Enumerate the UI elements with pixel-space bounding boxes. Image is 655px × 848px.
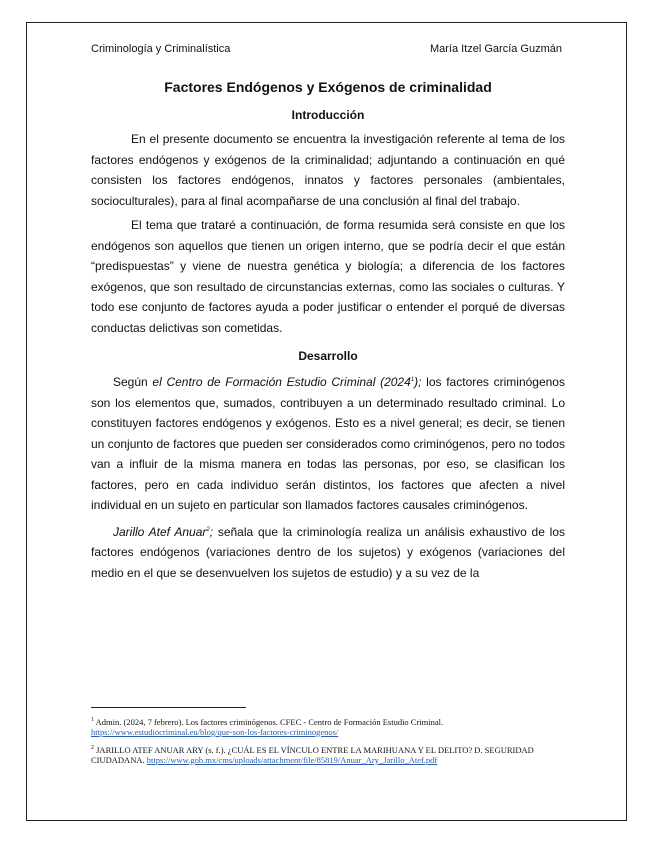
header-course: Criminología y Criminalística bbox=[91, 43, 231, 55]
footnote-1: $^1$ Admin. (2024, 7 febrero). Los factores criminógenos. CFEC - Centro de Formación Estudio Criminal. https://www.estudiocriminal.eu/blog/que-son-los-factores-criminogenos/ bbox=[91, 716, 444, 737]
document-body bbox=[91, 77, 565, 587]
development-heading: Desarrollo bbox=[298, 349, 358, 363]
intro-paragraph-2: El tema que trataré a continuación, de forma resumida será consiste en que los endógenos son aquellos que tienen un origen interno, que se podría decir el que están “predispuestas” y viene de nuestra genética y biología; a diferencia de los factores exógenos, que son resultado de circunstancias externas, como las sociales o culturas. Y todo ese conjunto de factores ayuda a poder justificar o entender el porqué de diversas conductas delictivas son cometidas. bbox=[91, 218, 565, 335]
dev-p1-citation: el Centro de Formación Estudio Criminal (2024$^1$); bbox=[152, 375, 422, 389]
footnote-ref-2[interactable]: 2 bbox=[206, 526, 210, 533]
footnote-1-link[interactable]: https://www.estudiocriminal.eu/blog/que-son-los-factores-criminogenos/ bbox=[91, 726, 339, 737]
intro-heading: Introducción bbox=[291, 108, 365, 122]
intro-paragraph-1: En el presente documento se encuentra la investigación referente al tema de los factores endógenos y exógenos de la criminalidad; adjuntando a continuación en qué consisten los factores endógenos, innatos y factores personales (ambientales, socioculturales), para al final acompañarse de una conclusión al final del trabajo. bbox=[91, 132, 565, 208]
footnote-2: $^2$ JARILLO ATEF ANUAR ARY (s. f.). ¿CUÁL ES EL VÍNCULO ENTRE LA MARIHUANA Y EL DELITO? D. SEGURIDAD CIUDADANA. https://www.gob.mx/cms/uploads/attachment/file/85819/Anuar_Ary_Jarillo_Atef.pdf bbox=[91, 744, 534, 765]
document-title: Factores Endógenos y Exógenos de criminalidad bbox=[164, 79, 492, 95]
footnote-divider bbox=[91, 707, 246, 708]
dev-p2-text: señala que la criminología realiza un análisis exhaustivo de los factores endógenos (variaciones dentro de los sujetos) y exógenos (variaciones del medio en el que se desenvuelven los sujetos de estudio) y a su vez de la bbox=[91, 524, 565, 580]
development-paragraph-1 bbox=[91, 370, 565, 516]
development-paragraph-2 bbox=[91, 520, 565, 584]
dev-p2-citation: Jarillo Atef Anuar$^2$; bbox=[113, 524, 214, 539]
footnote-ref-1[interactable]: 1 bbox=[410, 377, 415, 383]
footnotes bbox=[91, 707, 575, 771]
footnote-2-link[interactable]: https://www.gob.mx/cms/uploads/attachment/file/85819/Anuar_Ary_Jarillo_Atef.pdf bbox=[146, 754, 438, 765]
header-author: María Itzel García Guzmán bbox=[429, 43, 562, 55]
document-page bbox=[26, 22, 627, 821]
dev-p1-text: los factores criminógenos son los elementos que, sumados, contribuyen a un determinado resultado criminal. Lo constituyen factores endógenos y exógenos. Esto es a nivel general; es decir, se tienen un conjunto de factores que pueden ser considerados como criminógenos, pero no todos van a influir de la misma manera en todas las personas, por eso, se clasifican los factores, pero en cada individuo serán distintos, los factores que afecten a nivel individual en un sujeto en particular son llamados factores causales criminógenos. bbox=[91, 375, 565, 512]
dev-p1-lead: Según bbox=[113, 375, 153, 389]
